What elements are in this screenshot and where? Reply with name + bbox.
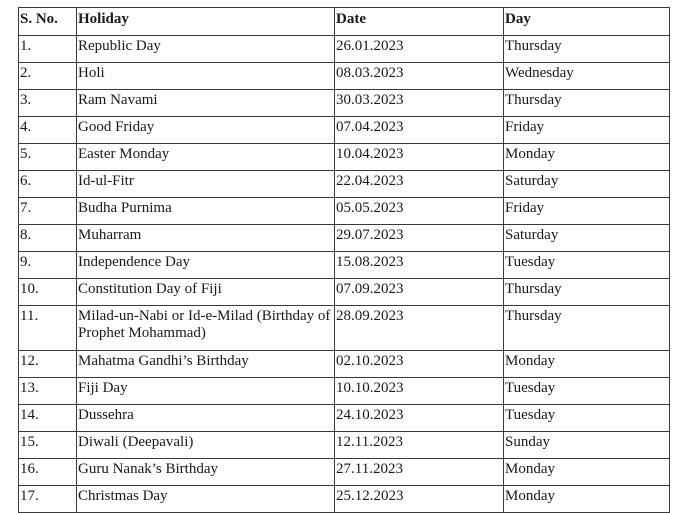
cell-sno: 13. [19,378,77,405]
cell-day: Monday [504,144,670,171]
cell-holiday: Christmas Day [77,486,335,513]
cell-sno: 8. [19,225,77,252]
cell-sno: 16. [19,459,77,486]
cell-day: Monday [504,351,670,378]
cell-holiday: Milad-un-Nabi or Id-e-Milad (Birthday of Prophet Mohammad) [77,306,335,351]
cell-day: Monday [504,459,670,486]
cell-date: 07.04.2023 [335,117,504,144]
cell-date: 30.03.2023 [335,90,504,117]
table-row [19,63,670,90]
cell-date: 26.01.2023 [335,36,504,63]
cell-sno: 5. [19,144,77,171]
cell-holiday: Dussehra [77,405,335,432]
cell-holiday: Guru Nanak’s Birthday [77,459,335,486]
table-row [19,351,670,378]
cell-day: Saturday [504,171,670,198]
table-row [19,279,670,306]
cell-holiday: Fiji Day [77,378,335,405]
table-row [19,171,670,198]
cell-day: Tuesday [504,252,670,279]
table-row [19,378,670,405]
cell-holiday: Ram Navami [77,90,335,117]
cell-sno: 6. [19,171,77,198]
cell-holiday: Easter Monday [77,144,335,171]
cell-holiday: Republic Day [77,36,335,63]
table-row [19,432,670,459]
cell-day: Friday [504,117,670,144]
cell-holiday: Budha Purnima [77,198,335,225]
cell-day: Tuesday [504,378,670,405]
header-date: Date [335,8,504,36]
cell-day: Monday [504,486,670,513]
cell-date: 29.07.2023 [335,225,504,252]
table-row [19,198,670,225]
cell-holiday: Muharram [77,225,335,252]
cell-date: 12.11.2023 [335,432,504,459]
cell-day: Sunday [504,432,670,459]
table-row [19,459,670,486]
cell-sno: 3. [19,90,77,117]
cell-day: Wednesday [504,63,670,90]
cell-date: 10.10.2023 [335,378,504,405]
cell-date: 08.03.2023 [335,63,504,90]
header-holiday: Holiday [77,8,335,36]
table-row [19,252,670,279]
cell-date: 15.08.2023 [335,252,504,279]
cell-day: Thursday [504,36,670,63]
cell-holiday: Independence Day [77,252,335,279]
cell-day: Saturday [504,225,670,252]
cell-date: 02.10.2023 [335,351,504,378]
cell-date: 22.04.2023 [335,171,504,198]
cell-sno: 11. [19,306,77,351]
cell-sno: 12. [19,351,77,378]
cell-date: 10.04.2023 [335,144,504,171]
cell-holiday: Diwali (Deepavali) [77,432,335,459]
header-day: Day [504,8,670,36]
cell-sno: 1. [19,36,77,63]
cell-sno: 7. [19,198,77,225]
holiday-table [18,7,670,513]
header-sno: S. No. [19,8,77,36]
cell-sno: 4. [19,117,77,144]
cell-sno: 15. [19,432,77,459]
cell-date: 27.11.2023 [335,459,504,486]
cell-holiday: Constitution Day of Fiji [77,279,335,306]
cell-date: 28.09.2023 [335,306,504,351]
cell-date: 05.05.2023 [335,198,504,225]
cell-holiday: Id-ul-Fitr [77,171,335,198]
cell-date: 24.10.2023 [335,405,504,432]
table-row [19,405,670,432]
table-row [19,486,670,513]
cell-holiday: Mahatma Gandhi’s Birthday [77,351,335,378]
table-row [19,306,670,351]
cell-day: Thursday [504,90,670,117]
table-row [19,117,670,144]
table-row [19,225,670,252]
cell-holiday: Good Friday [77,117,335,144]
cell-day: Thursday [504,279,670,306]
cell-sno: 9. [19,252,77,279]
table-row [19,90,670,117]
table-row [19,36,670,63]
table-row [19,144,670,171]
cell-sno: 10. [19,279,77,306]
table-header-row [19,8,670,36]
cell-date: 25.12.2023 [335,486,504,513]
cell-day: Thursday [504,306,670,351]
cell-sno: 2. [19,63,77,90]
cell-date: 07.09.2023 [335,279,504,306]
cell-sno: 17. [19,486,77,513]
cell-holiday: Holi [77,63,335,90]
cell-day: Tuesday [504,405,670,432]
cell-day: Friday [504,198,670,225]
cell-sno: 14. [19,405,77,432]
